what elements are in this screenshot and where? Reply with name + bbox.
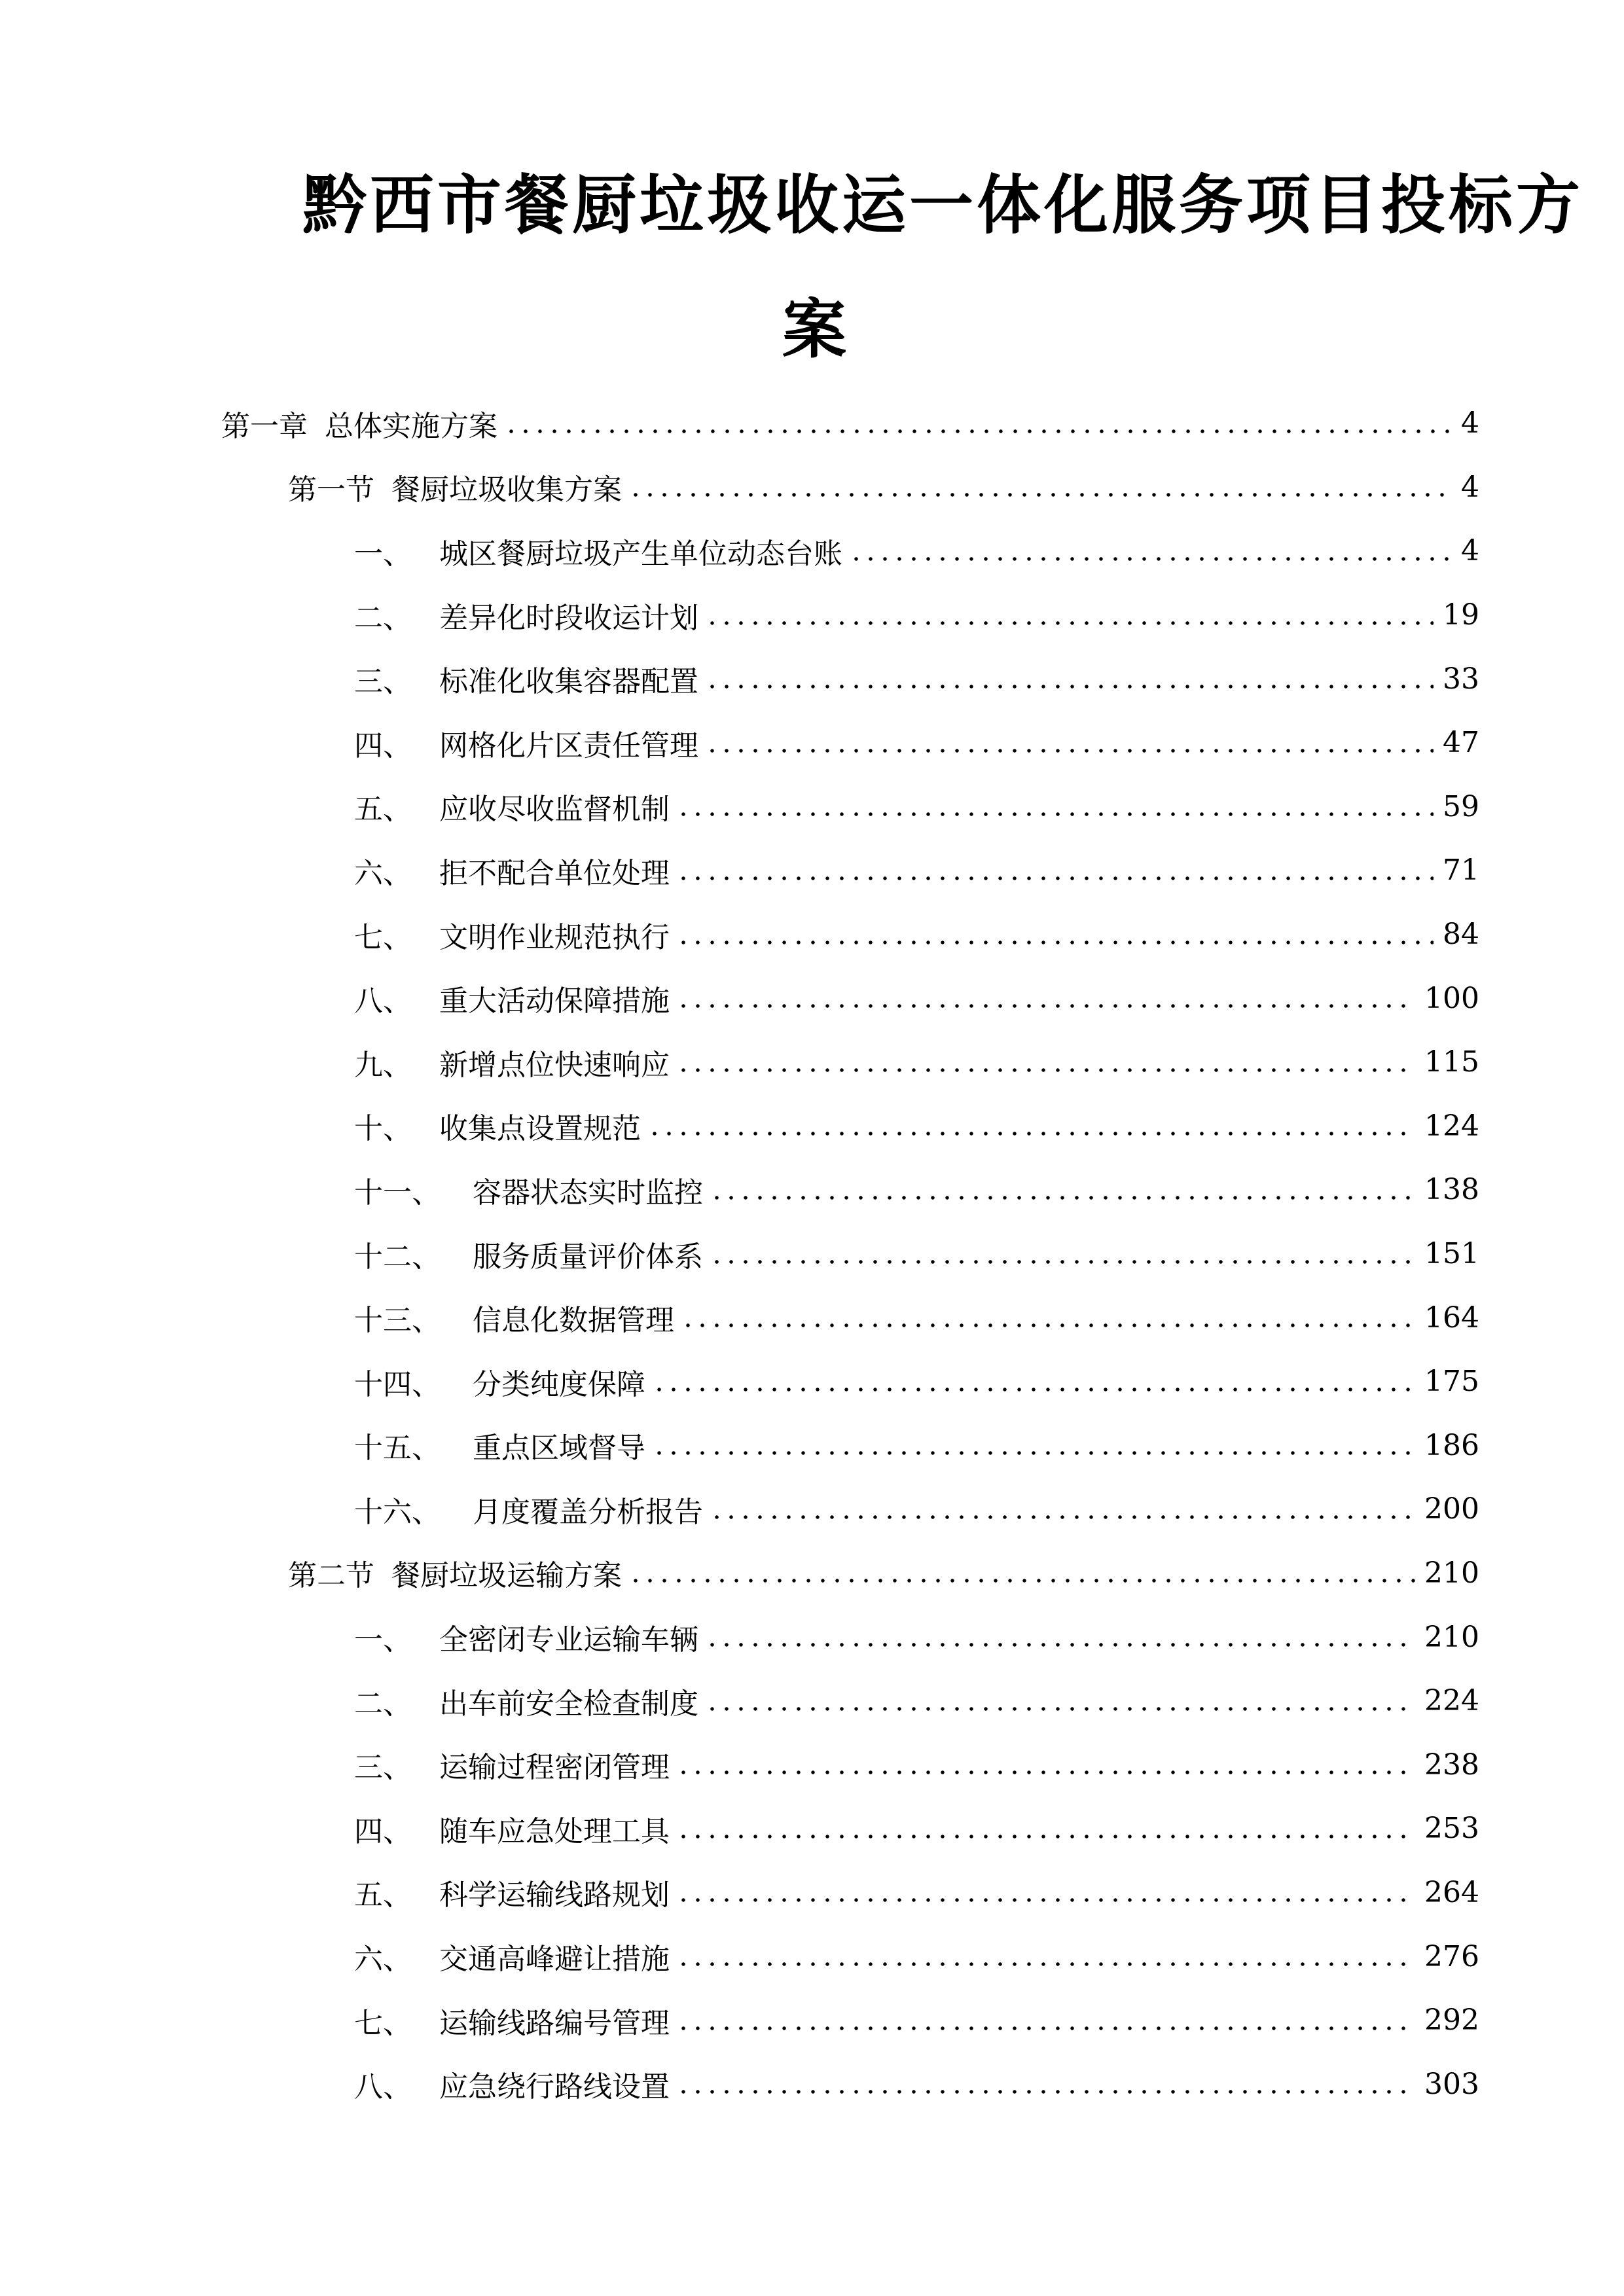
toc-entry-number: 十、 xyxy=(354,1112,412,1146)
dot-leader xyxy=(676,920,1434,949)
toc-item-entry[interactable] xyxy=(221,966,1479,1030)
dot-leader xyxy=(705,664,1434,693)
dot-leader xyxy=(676,856,1434,885)
toc-item-entry[interactable] xyxy=(221,1222,1479,1286)
dot-leader xyxy=(676,2070,1415,2098)
toc-entry-label: 网格化片区责任管理 xyxy=(439,728,698,762)
dot-leader xyxy=(676,792,1434,821)
toc-entry-label: 重点区域督导 xyxy=(473,1431,645,1465)
toc-entry-label: 餐厨垃圾收集方案 xyxy=(391,473,622,507)
toc-entry-label: 分类纯度保障 xyxy=(473,1367,645,1401)
toc-entry-number: 第一章 xyxy=(221,409,308,443)
toc-entry-label: 出车前安全检查制度 xyxy=(439,1687,698,1721)
dot-leader xyxy=(628,473,1452,501)
toc-entry-number: 八、 xyxy=(354,2070,412,2104)
dot-leader xyxy=(504,409,1452,438)
toc-entry-label: 收集点设置规范 xyxy=(439,1112,641,1146)
toc-item-entry[interactable] xyxy=(221,775,1479,839)
dot-leader xyxy=(647,1111,1415,1140)
toc-entry-page: 151 xyxy=(1424,1237,1479,1271)
toc-entry-page: 186 xyxy=(1424,1428,1479,1462)
toc-entry-number: 四、 xyxy=(354,1814,412,1848)
toc-entry-label: 拒不配合单位处理 xyxy=(439,856,670,890)
toc-entry-number: 八、 xyxy=(354,984,412,1018)
toc-item-entry[interactable] xyxy=(221,1094,1479,1158)
dot-leader xyxy=(652,1431,1415,1460)
toc-item-entry[interactable] xyxy=(221,903,1479,967)
toc-entry-label: 运输过程密闭管理 xyxy=(439,1751,670,1785)
toc-item-entry[interactable] xyxy=(221,1414,1479,1478)
toc-entry-number: 十五、 xyxy=(354,1431,441,1465)
toc-entry-page: 210 xyxy=(1424,1556,1479,1590)
toc-entry-number: 一、 xyxy=(354,1623,412,1657)
toc-entry-page: 210 xyxy=(1424,1620,1479,1654)
document-title: 黔西市餐厨垃圾收运一体化服务项目投标方 xyxy=(302,168,1584,243)
dot-leader xyxy=(676,1750,1415,1779)
toc-item-entry[interactable] xyxy=(221,711,1479,775)
toc-entry-page: 175 xyxy=(1424,1365,1479,1399)
toc-entry-label: 新增点位快速响应 xyxy=(439,1048,670,1082)
toc-item-entry[interactable] xyxy=(221,1605,1479,1669)
toc-entry-page: 124 xyxy=(1424,1109,1479,1143)
toc-entry-label: 科学运输线路规划 xyxy=(439,1878,670,1912)
toc-entry-page: 264 xyxy=(1424,1875,1479,1909)
toc-entry-page: 115 xyxy=(1424,1045,1479,1079)
toc-entry-number: 第一节 xyxy=(288,473,374,507)
toc-item-entry[interactable] xyxy=(221,1669,1479,1733)
toc-item-entry[interactable] xyxy=(221,1158,1479,1222)
toc-item-entry[interactable] xyxy=(221,1030,1479,1094)
toc-item-entry[interactable] xyxy=(221,1797,1479,1861)
toc-section-entry[interactable] xyxy=(221,1541,1479,1605)
toc-entry-page: 303 xyxy=(1424,2067,1479,2101)
toc-entry-label: 随车应急处理工具 xyxy=(439,1814,670,1848)
toc-entry-page: 138 xyxy=(1424,1173,1479,1207)
toc-entry-label: 标准化收集容器配置 xyxy=(439,665,698,699)
toc-entry-number: 十二、 xyxy=(354,1240,441,1274)
toc-entry-label: 城区餐厨垃圾产生单位动态台账 xyxy=(439,537,842,571)
toc-item-entry[interactable] xyxy=(221,838,1479,903)
toc-entry-number: 九、 xyxy=(354,1048,412,1082)
toc-entry-number: 十四、 xyxy=(354,1367,441,1401)
toc-entry-page: 100 xyxy=(1424,981,1479,1015)
toc-entry-label: 差异化时段收运计划 xyxy=(439,601,698,635)
dot-leader xyxy=(676,984,1415,1013)
toc-entry-page: 59 xyxy=(1443,789,1479,823)
dot-leader xyxy=(705,601,1434,630)
toc-entry-page: 47 xyxy=(1443,726,1479,760)
toc-entry-label: 总体实施方案 xyxy=(325,409,497,443)
toc-entry-page: 276 xyxy=(1424,1939,1479,1973)
toc-entry-page: 164 xyxy=(1424,1300,1479,1335)
toc-entry-label: 服务质量评价体系 xyxy=(473,1240,703,1274)
dot-leader xyxy=(628,1558,1415,1587)
toc-entry-label: 应急绕行路线设置 xyxy=(439,2070,670,2104)
dot-leader xyxy=(710,1175,1415,1204)
toc-item-entry[interactable] xyxy=(221,1861,1479,1925)
toc-entry-label: 交通高峰避让措施 xyxy=(439,1943,670,1977)
dot-leader xyxy=(705,1623,1415,1651)
toc-item-entry[interactable] xyxy=(221,583,1479,647)
toc-entry-label: 运输线路编号管理 xyxy=(439,2006,670,2040)
toc-entry-number: 四、 xyxy=(354,728,412,762)
toc-entry-label: 信息化数据管理 xyxy=(473,1304,674,1338)
toc-entry-label: 重大活动保障措施 xyxy=(439,984,670,1018)
toc-entry-number: 十六、 xyxy=(354,1495,441,1529)
toc-item-entry[interactable] xyxy=(221,1924,1479,1988)
toc-item-entry[interactable] xyxy=(221,519,1479,583)
toc-chapter-entry[interactable] xyxy=(221,391,1479,456)
toc-entry-page: 292 xyxy=(1424,2003,1479,2037)
toc-entry-label: 月度覆盖分析报告 xyxy=(473,1495,703,1529)
toc-entry-number: 七、 xyxy=(354,920,412,954)
toc-entry-number: 十三、 xyxy=(354,1304,441,1338)
dot-leader xyxy=(710,1495,1415,1524)
toc-section-entry[interactable] xyxy=(221,456,1479,520)
dot-leader xyxy=(676,1942,1415,1971)
toc-entry-number: 三、 xyxy=(354,665,412,699)
toc-entry-page: 253 xyxy=(1424,1812,1479,1846)
dot-leader xyxy=(676,1878,1415,1907)
table-of-contents xyxy=(221,391,1479,2116)
toc-entry-number: 三、 xyxy=(354,1751,412,1785)
toc-item-entry[interactable] xyxy=(221,1285,1479,1350)
toc-entry-label: 文明作业规范执行 xyxy=(439,920,670,954)
toc-entry-number: 十一、 xyxy=(354,1175,441,1210)
toc-entry-label: 全密闭专业运输车辆 xyxy=(439,1623,698,1657)
dot-leader xyxy=(676,1048,1415,1077)
toc-entry-number: 七、 xyxy=(354,2006,412,2040)
dot-leader xyxy=(705,1687,1415,1715)
toc-item-entry[interactable] xyxy=(221,1732,1479,1797)
toc-entry-label: 容器状态实时监控 xyxy=(473,1175,703,1210)
toc-item-entry[interactable] xyxy=(221,647,1479,711)
dot-leader xyxy=(676,1814,1415,1843)
toc-entry-number: 五、 xyxy=(354,1878,412,1912)
dot-leader xyxy=(705,728,1434,757)
toc-entry-page: 4 xyxy=(1461,534,1479,568)
dot-leader xyxy=(710,1240,1415,1268)
toc-entry-page: 4 xyxy=(1461,406,1479,440)
toc-entry-number: 五、 xyxy=(354,793,412,827)
toc-item-entry[interactable] xyxy=(221,1988,1479,2053)
toc-entry-label: 餐厨垃圾运输方案 xyxy=(391,1559,622,1593)
dot-leader xyxy=(676,2006,1415,2035)
toc-entry-page: 33 xyxy=(1443,662,1479,696)
toc-entry-number: 一、 xyxy=(354,537,412,571)
toc-entry-label: 应收尽收监督机制 xyxy=(439,793,670,827)
toc-entry-page: 200 xyxy=(1424,1492,1479,1526)
document-title-continued: 案 xyxy=(782,293,847,367)
toc-entry-page: 4 xyxy=(1461,470,1479,504)
toc-entry-page: 19 xyxy=(1443,598,1479,632)
toc-entry-number: 二、 xyxy=(354,1687,412,1721)
toc-entry-number: 第二节 xyxy=(288,1559,374,1593)
toc-entry-number: 二、 xyxy=(354,601,412,635)
toc-entry-number: 六、 xyxy=(354,1943,412,1977)
toc-entry-number: 六、 xyxy=(354,856,412,890)
dot-leader xyxy=(652,1367,1415,1396)
toc-item-entry[interactable] xyxy=(221,1350,1479,1414)
toc-entry-page: 224 xyxy=(1424,1684,1479,1718)
toc-entry-page: 238 xyxy=(1424,1748,1479,1782)
toc-entry-page: 84 xyxy=(1443,918,1479,952)
toc-entry-page: 71 xyxy=(1443,853,1479,888)
toc-item-entry[interactable] xyxy=(221,1477,1479,1541)
dot-leader xyxy=(849,537,1452,565)
toc-item-entry[interactable] xyxy=(221,2052,1479,2116)
dot-leader xyxy=(681,1303,1415,1332)
